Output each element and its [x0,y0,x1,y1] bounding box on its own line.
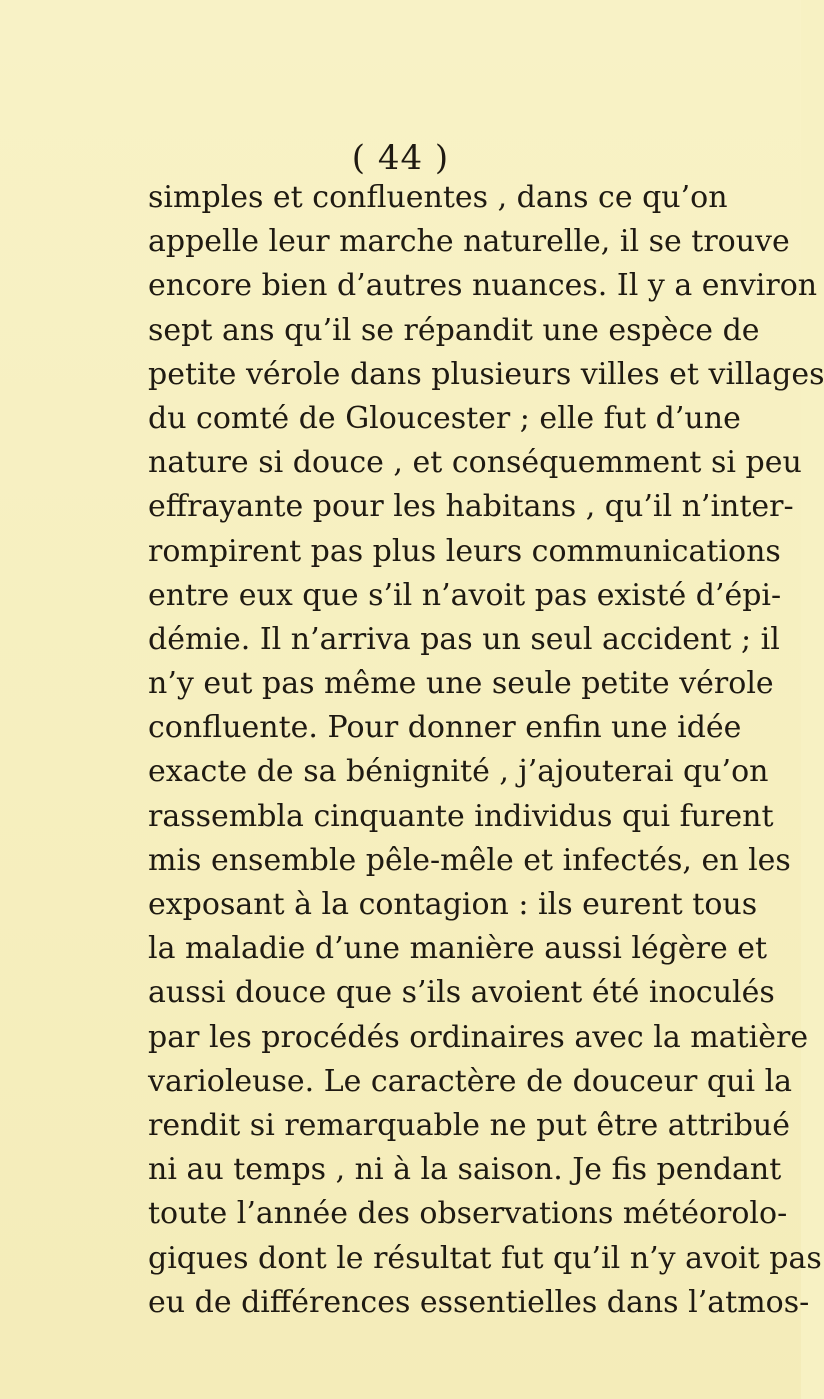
text-line-6: du comté de Gloucester ; elle fut d’une [148,400,741,436]
text-line-5: petite vérole dans plusieurs villes et villages [148,356,824,392]
text-line-16: mis ensemble pêle-mêle et infectés, en les [148,842,791,878]
text-line-3: encore bien d’autres nuances. Il y a environ [148,268,818,304]
text-line-22: rendit si remarquable ne put être attribué [148,1107,790,1143]
text-line-1: simples et confluentes , dans ce qu’on [148,180,728,215]
text-line-15: rassembla cinquante individus qui furent [148,798,774,834]
text-line-14: exacte de sa bénignité , j’ajouterai qu’on [148,754,769,790]
text-line-21: varioleuse. Le caractère de douceur qui la [148,1063,793,1099]
text-line-4: sept ans qu’il se répandit une espèce de [148,312,760,348]
text-line-17: exposant à la contagion : ils eurent tous [148,887,758,922]
text-line-2: appelle leur marche naturelle, il se trouve [148,224,790,260]
body-text [148,176,824,1325]
text-line-25: giques dont le résultat fut qu’il n’y avoit pas [148,1240,822,1276]
text-line-13: confluente. Pour donner enfin une idée [148,710,742,746]
text-line-11: démie. Il n’arriva pas un seul accident ; il [148,621,780,657]
text-line-9: rompirent pas plus leurs communications [148,533,781,569]
text-line-24: toute l’année des observations météorolo- [148,1196,788,1232]
text-line-19: aussi douce que s’ils avoient été inoculés [148,975,775,1011]
text-line-18: la maladie d’une manière aussi légère et [148,931,768,967]
text-line-23: ni au temps , ni à la saison. Je fis pendant [148,1152,782,1188]
text-line-26: eu de différences essentielles dans l’atmos- [148,1284,810,1320]
text-line-10: entre eux que s’il n’avoit pas existé d’épi- [148,577,782,613]
text-line-7: nature si douce , et conséquemment si peu [148,445,802,481]
text-line-12: n’y eut pas même une seule petite vérole [148,666,774,702]
text-line-8: effrayante pour les habitans , qu’il n’inter- [148,489,794,525]
text-line-20: par les procédés ordinaires avec la matière [148,1019,809,1055]
page-number: ( 44 ) [351,138,450,178]
